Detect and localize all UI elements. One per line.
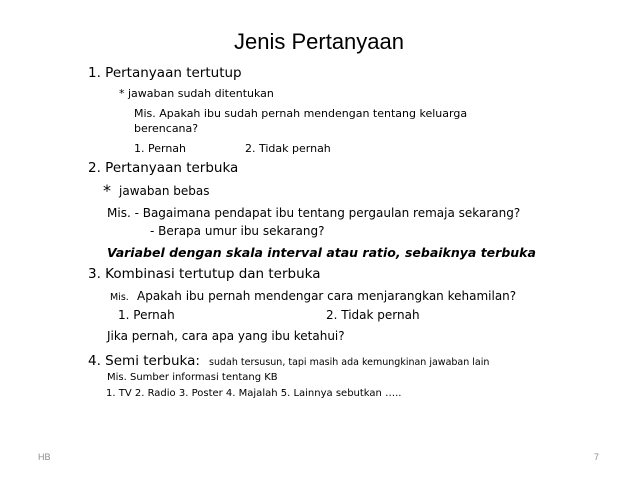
section-3-mis-label: Mis. bbox=[110, 292, 129, 303]
section-4-heading: 4. Semi terbuka: bbox=[88, 353, 200, 369]
section-2-heading: 2. Pertanyaan terbuka bbox=[88, 160, 239, 176]
section-1-note: * jawaban sudah ditentukan bbox=[119, 87, 274, 100]
section-1-option-1: 1. Pernah bbox=[134, 142, 187, 155]
section-3-question: Apakah ibu pernah mendengar cara menjarangkan kehamilan? bbox=[137, 289, 517, 303]
section-1-example-line-2: berencana? bbox=[134, 122, 199, 135]
section-4-options: 1. TV 2. Radio 3. Poster 4. Majalah 5. Lainnya sebutkan ….. bbox=[106, 388, 402, 399]
section-2-note: jawaban bebas bbox=[119, 184, 210, 198]
section-3-option-1: 1. Pernah bbox=[118, 308, 175, 322]
section-2-star: * bbox=[103, 181, 111, 200]
section-2-example-1: Mis. - Bagaimana pendapat ibu tentang pergaulan remaja sekarang? bbox=[107, 206, 521, 220]
page-number: 7 bbox=[594, 452, 600, 462]
section-2-example-2: - Berapa umur ibu sekarang? bbox=[150, 224, 325, 238]
section-1-example-line-1: Mis. Apakah ibu sudah pernah mendengan tentang keluarga bbox=[134, 107, 468, 120]
section-3-followup: Jika pernah, cara apa yang ibu ketahui? bbox=[107, 329, 345, 343]
slide-title: Jenis Pertanyaan bbox=[234, 29, 404, 54]
section-4-line bbox=[88, 351, 489, 370]
section-1-option-2: 2. Tidak pernah bbox=[245, 142, 331, 155]
section-3-option-2: 2. Tidak pernah bbox=[326, 308, 420, 322]
section-4-example: Mis. Sumber informasi tentang KB bbox=[107, 372, 278, 383]
section-3-heading: 3. Kombinasi tertutup dan terbuka bbox=[88, 266, 321, 282]
section-4-description: sudah tersusun, tapi masih ada kemungkinan jawaban lain bbox=[209, 357, 490, 368]
footer-author: HB bbox=[38, 452, 51, 462]
section-2-emphasis: Variabel dengan skala interval atau ratio, sebaiknya terbuka bbox=[107, 245, 536, 260]
section-1-heading: 1. Pertanyaan tertutup bbox=[88, 65, 242, 81]
